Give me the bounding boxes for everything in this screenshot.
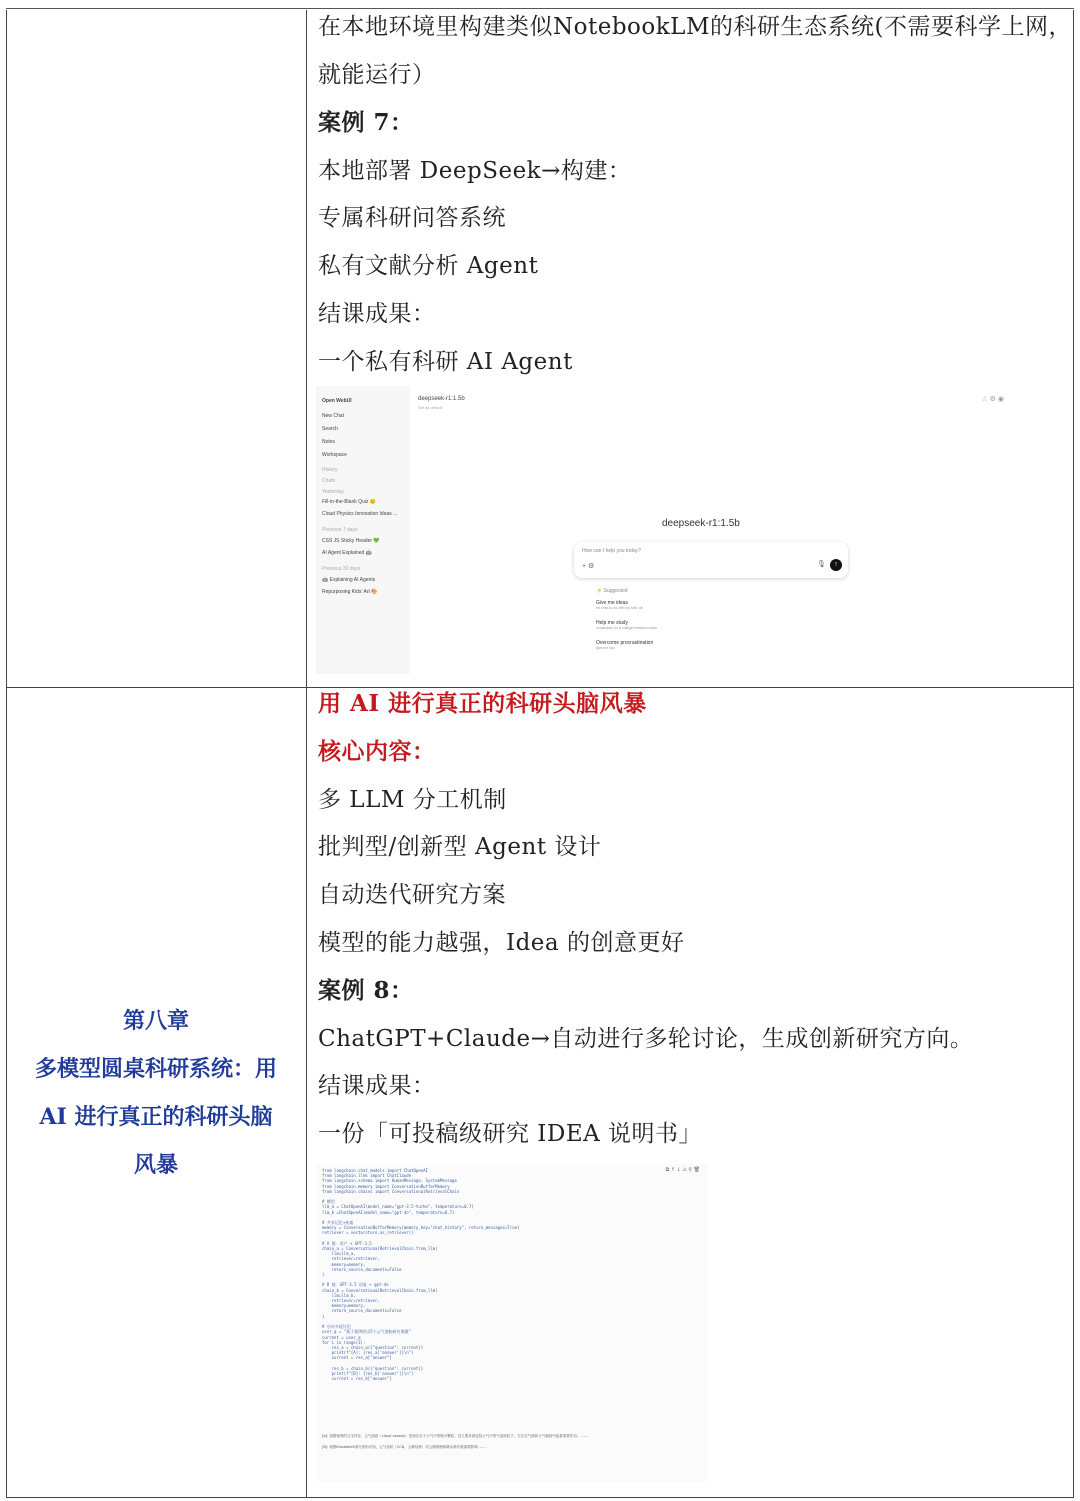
row2-line-4: 模型的能力越强，Idea 的创意更好 <box>318 930 685 956</box>
suggestion-item[interactable] <box>596 600 643 610</box>
top-rule <box>6 8 1074 9</box>
chapter-title-2: AI 进行真正的科研头脑 <box>39 1104 273 1130</box>
suggestion-item[interactable] <box>596 620 657 630</box>
chat-item[interactable]: CSS JS Sticky Header 💚 <box>322 538 380 544</box>
prev7-label: Previous 7 days <box>322 527 358 533</box>
top-right-icons[interactable]: ☆ ⚙ ◉ <box>981 396 1004 403</box>
model-selector[interactable]: deepseek-r1:1.5b <box>418 396 465 402</box>
yesterday-label: Yesterday <box>322 489 345 495</box>
chats-label: Chats <box>322 478 336 484</box>
suggestion-sub: vocabulary for a college entrance exam <box>596 626 658 630</box>
row1-line-5: 专属科研问答系统 <box>318 205 506 231</box>
sidebar-item-workspace[interactable]: Workspace <box>322 452 347 458</box>
row2-line-3: 自动迭代研究方案 <box>318 882 506 908</box>
history-label: History <box>322 467 338 473</box>
code-block: from langchain.chat_models import ChatOpenAI from langchain.llms import ChatClaude from langchain.schema import HumanMessage, SystemMessage from langchain.memory import ConversationBufferMemory from langchain.chains import ConversationalRetrievalChain # 模型 llm_a = ChatOpenAI(model_name="gpt-3.5-turbo", temperature=0.7) llm_b =ChatOpenAI(model_name="gpt-4o", temperature=0.7) # 共享记忆+检索 memory = ConversationBufferMemory(memory_key="chat_history", return_messages=True) retriever = vectorstore.as_retriever() # A 链：用户 + GPT-3.5 chain_a = ConversationalRetrievalChain.from_llm( llm=llm_a, retriever=retriever, memory=memory, return_source_documents=False ) # B 链：GPT-3.5 回复 + gpt-4o chain_b = ConversationalRetrievalChain.from_llm( llm=llm_b, retriever=retriever, memory=memory, return_source_documents=False ) # 启动多轮讨论 user_q = "基于案例给出5个云气溶胶研究课题" current = user_q for i in range(3): res_a = chain_a({"question": current}) print(f"[A]: {res_a['answer']}\n") current = res_a["answer"] res_b = chain_b({"question": current}) print(f"[B]: {res_b['answer']}\n") current = res_b["answer"] <box>322 1168 520 1382</box>
code-screenshot <box>316 1164 708 1482</box>
row1-line-4: 本地部署 DeepSeek→构建： <box>318 158 632 184</box>
chat-item[interactable]: 🤖 Explaining AI Agents <box>322 577 376 583</box>
prompt-placeholder[interactable]: How can I help you today? <box>582 548 641 554</box>
chat-item[interactable]: Cloud Physics Innovation Ideas ... <box>322 511 398 517</box>
row2-line-1: 多 LLM 分工机制 <box>318 787 507 813</box>
column-divider <box>306 10 307 1498</box>
case7-label: 案例 7： <box>318 109 414 136</box>
core-label: 核心内容： <box>318 738 436 765</box>
row1-line-1: 在本地环境里构建类似NotebookLM的科研生态系统(不需要科学上网， <box>318 14 1072 40</box>
section-heading: 用 AI 进行真正的科研头脑风暴 <box>318 690 647 717</box>
chapter-number: 第八章 <box>122 1008 189 1034</box>
row1-line-6: 私有文献分析 Agent <box>318 253 539 279</box>
chat-item[interactable]: Repurposing Kids' Art 🎨 <box>322 589 378 595</box>
app-name: Open WebUI <box>322 398 352 404</box>
sidebar-item-new-chat[interactable]: New Chat <box>322 413 344 419</box>
prompt-box[interactable] <box>574 542 848 578</box>
suggestion-title: Overcome procrastination <box>596 640 654 646</box>
chapter-title-1: 多模型圆桌科研系统：用 <box>34 1056 277 1082</box>
suggestion-item[interactable] <box>596 640 653 650</box>
set-default-link[interactable]: Set as default <box>418 405 443 410</box>
result-label-1: 结课成果： <box>318 301 436 327</box>
suggestion-sub: for what to do with my kids' art <box>596 606 643 610</box>
suggestion-sub: give me tips <box>596 646 615 650</box>
send-icon[interactable]: ↑ <box>830 559 842 571</box>
case8-text: ChatGPT+Claude→自动进行多轮讨论，生成创新研究方向。 <box>318 1026 974 1052</box>
row2-line-2: 批判型/创新型 Agent 设计 <box>318 834 602 860</box>
result-label-2: 结课成果： <box>318 1073 436 1099</box>
row1-line-2: 就能运行） <box>318 62 436 88</box>
chat-item[interactable]: AI Agent Explained 🤖 <box>322 550 372 556</box>
case8-label: 案例 8： <box>318 977 414 1004</box>
cell-toolbar-icons[interactable]: ⧉ ↑ ↓ ⚠ ⚲ 🗑 <box>665 1167 700 1173</box>
model-title: deepseek-r1:1.5b <box>662 518 740 529</box>
suggestion-title: Give me ideas <box>596 600 628 606</box>
openwebui-screenshot <box>316 386 1016 674</box>
code-output <box>322 1434 706 1450</box>
sidebar-item-search[interactable]: Search <box>322 426 338 432</box>
prev30-label: Previous 30 days <box>322 566 361 572</box>
output-b: [B]: 根据Knowfold5部分资料可知，云气溶胶（CCN，云凝结核）对云微物理和降水都有着重要影响 …… <box>322 1445 486 1449</box>
row1-line-8: 一个私有科研 AI Agent <box>318 349 573 375</box>
mic-icon[interactable]: 🎙 <box>817 561 826 568</box>
chat-item[interactable]: Fill-in-the-Blank Quiz 😊 <box>322 499 377 505</box>
suggestion-title: Help me study <box>596 620 628 626</box>
result-text-2: 一份「可投稿级研究 IDEA 说明书」 <box>318 1121 703 1147</box>
sidebar <box>316 386 410 674</box>
plus-icon[interactable]: + ⚙ <box>582 563 595 570</box>
output-a: [A]: 根据案例的文本内容，云气溶胶（cloud aerosol）是指存在于大气中的微小颗粒。其主要来源包括大气中的气溶胶粒子。它们在气候和大气辐射中起着重要作用。 …… <box>322 1434 589 1438</box>
chapter-title-3: 风暴 <box>133 1152 178 1178</box>
sidebar-item-notes[interactable]: Notes <box>322 439 336 445</box>
row-divider <box>6 687 1074 688</box>
suggested-label: ⚡ Suggested <box>596 588 628 594</box>
